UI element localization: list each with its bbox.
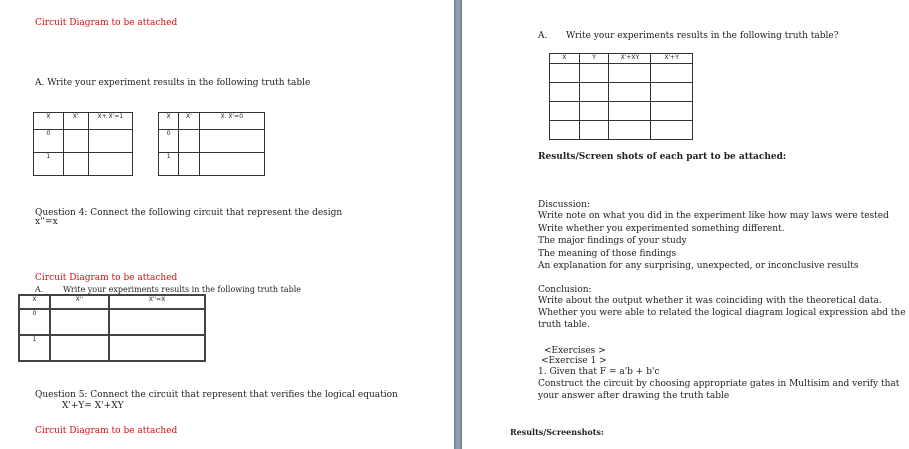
table-row — [19, 309, 205, 335]
text-line: Write about the output whether it was coinciding with the theoretical data. — [538, 296, 882, 306]
table-cell — [88, 153, 132, 176]
truth-table-prompt: A. Write your experiment results in the following truth table — [35, 78, 311, 88]
table-cell — [199, 130, 264, 153]
table-cell — [609, 121, 651, 140]
question-4-equation: x''=x — [35, 217, 58, 227]
table-cell: 0 — [19, 309, 50, 335]
results-heading: Results/Screen shots of each part to be attached: — [538, 152, 787, 162]
table-header-cell: X'+XY — [609, 54, 651, 64]
truth-table-or — [33, 112, 133, 176]
table-header-cell: Y — [579, 54, 609, 64]
table-row — [34, 130, 133, 153]
table-cell — [550, 102, 580, 121]
table-row — [550, 121, 693, 140]
table-header-cell: X — [19, 295, 50, 309]
table-header-cell: X — [550, 54, 580, 64]
table-header-cell: X — [34, 113, 64, 130]
truth-table-prompt-letter: A. — [35, 285, 44, 294]
text-line: The major findings of your study — [538, 236, 687, 246]
exercise-1-tag: <Exercise 1 > — [541, 356, 607, 366]
table-row — [550, 83, 693, 102]
table-header-cell: X. X'=0 — [199, 113, 264, 130]
circuit-diagram-label: Circuit Diagram to be attached — [35, 18, 178, 28]
table-cell: 1 — [34, 153, 64, 176]
table-cell — [199, 153, 264, 176]
truth-table-prompt-letter: A. — [538, 31, 548, 41]
table-cell — [651, 121, 693, 140]
table-cell — [109, 335, 205, 361]
table-cell — [579, 64, 609, 83]
circuit-diagram-label: Circuit Diagram to be attached — [35, 273, 178, 283]
exercise-given: 1. Given that F = a'b + b'c — [538, 367, 660, 377]
table-cell — [550, 64, 580, 83]
discussion-heading: Discussion: — [538, 200, 590, 210]
question-5-equation: X'+Y= X'+XY — [62, 401, 124, 411]
exercises-tag: <Exercises > — [544, 346, 606, 356]
table-cell — [651, 102, 693, 121]
text-line: Whether you were able to related the logical diagram logical expression abd the — [538, 308, 906, 318]
text-line: Write note on what you did in the experiment like how may laws were tested — [538, 211, 889, 221]
conclusion-heading: Conclusion: — [538, 285, 592, 295]
truth-table-prompt: Write your experiments results in the following truth table? — [566, 31, 839, 41]
table-row — [159, 130, 265, 153]
table-cell — [651, 64, 693, 83]
exercise-instruction: Construct the circuit by choosing appropriate gates in Multisim and verify that — [538, 379, 900, 389]
table-cell — [109, 309, 205, 335]
text-line: truth table. — [538, 320, 590, 330]
table-row — [550, 102, 693, 121]
table-cell — [63, 153, 88, 176]
right-page — [462, 0, 909, 449]
truth-table-xy — [549, 53, 693, 140]
page-gutter — [454, 0, 462, 449]
table-header-cell: X — [159, 113, 179, 130]
table-cell — [50, 335, 109, 361]
table-cell — [651, 83, 693, 102]
results-screenshots-heading: Results/Screenshots: — [510, 427, 604, 437]
table-row — [19, 335, 205, 361]
table-row — [550, 64, 693, 83]
table-cell — [609, 83, 651, 102]
table-cell — [609, 102, 651, 121]
table-cell — [579, 121, 609, 140]
table-cell: 0 — [159, 130, 179, 153]
truth-table-double-negation — [18, 294, 206, 362]
truth-table-prompt: Write your experiments results in the following truth table — [63, 285, 301, 294]
table-cell — [179, 153, 199, 176]
truth-table-and — [158, 112, 265, 176]
table-header-cell: X+ X'=1 — [88, 113, 132, 130]
table-cell — [579, 83, 609, 102]
left-page — [0, 0, 454, 449]
table-header-cell: X'+Y — [651, 54, 693, 64]
table-cell — [179, 130, 199, 153]
table-cell: 1 — [159, 153, 179, 176]
table-cell — [550, 83, 580, 102]
table-cell: 1 — [19, 335, 50, 361]
circuit-diagram-label: Circuit Diagram to be attached — [35, 426, 178, 436]
table-cell — [88, 130, 132, 153]
table-header-cell: X' — [63, 113, 88, 130]
text-line: The meaning of those findings — [538, 248, 677, 259]
table-cell — [50, 309, 109, 335]
text-line: Write whether you experimented something different. — [538, 223, 785, 234]
text-line: An explanation for any surprising, unexpected, or inconclusive results — [538, 261, 859, 271]
table-header-cell: X''=X — [109, 295, 205, 309]
exercise-instruction-cont: your answer after drawing the truth table — [538, 391, 730, 401]
table-row — [159, 153, 265, 176]
table-cell — [609, 64, 651, 83]
question-4-text: Question 4: Connect the following circuit that represent the design — [35, 208, 343, 218]
table-header-cell: X'' — [50, 295, 109, 309]
table-cell — [550, 121, 580, 140]
question-5-text: Question 5: Connect the circuit that represent that verifies the logical equation — [35, 390, 398, 400]
table-cell: 0 — [34, 130, 64, 153]
table-row — [34, 153, 133, 176]
table-cell — [63, 130, 88, 153]
table-cell — [579, 102, 609, 121]
table-header-cell: X' — [179, 113, 199, 130]
